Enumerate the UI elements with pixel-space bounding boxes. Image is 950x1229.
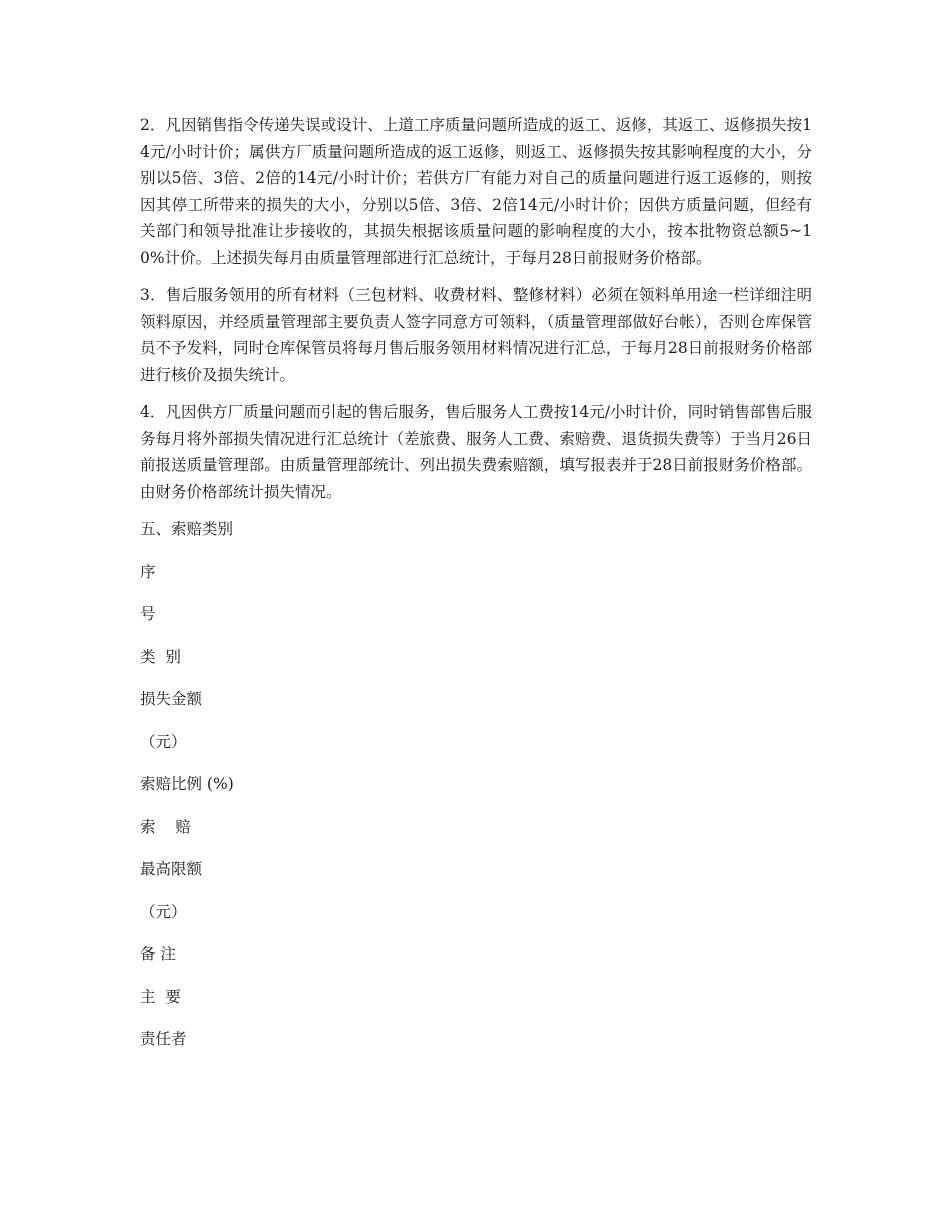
paragraph-item-4: 4．凡因供方厂质量问题而引起的售后服务，售后服务人工费按14元/小时计价，同时销售部售后服务每月将外部损失情况进行汇总统计（差旅费、服务人工费、索赔费、退货损失费等）于当月26日前报送质量管理部。由质量管理部统计、列出损失费索赔额，填写报表并于28日前报财务价格部。由财务价格部统计损失情况。 bbox=[140, 403, 812, 501]
table-header-main: 主 要 bbox=[140, 987, 181, 1006]
table-header-claim-ratio: 索赔比例 (%) bbox=[140, 775, 234, 793]
table-header-loss-amount-unit: （元） bbox=[140, 732, 187, 751]
section-heading-claim-categories: 五、索赔类别 bbox=[140, 520, 234, 538]
table-header-loss-amount: 损失金额 bbox=[140, 690, 203, 708]
table-header-serial-part1: 序 bbox=[140, 562, 156, 581]
table-header-category: 类 别 bbox=[140, 647, 181, 666]
table-header-remarks: 备 注 bbox=[140, 945, 176, 963]
document-page bbox=[140, 112, 812, 1069]
table-header-max-limit: 最高限额 bbox=[140, 860, 203, 878]
table-header-max-limit-unit: （元） bbox=[140, 902, 187, 921]
table-header-claim: 索 赔 bbox=[140, 817, 191, 836]
table-header-serial-part2: 号 bbox=[140, 605, 156, 623]
paragraph-item-2: 2．凡因销售指令传递失误或设计、上道工序质量问题所造成的返工、返修，其返工、返修损失按14元/小时计价；属供方厂质量问题所造成的返工返修，则返工、返修损失按其影响程度的大小，分别以5倍、3倍、2倍的14元/小时计价；若供方厂有能力对自己的质量问题进行返工返修的，则按因其停工所带来的损失的大小，分别以5倍、3倍、2倍14元/小时计价；因供方质量问题，但经有关部门和领导批准让步接收的，其损失根据该质量问题的影响程度的大小，按本批物资总额5~10%计价。上述损失每月由质量管理部进行汇总统计，于每月28日前报财务价格部。 bbox=[140, 116, 812, 267]
paragraph-item-3: 3．售后服务领用的所有材料（三包材料、收费材料、整修材料）必须在领料单用途一栏详细注明领料原因，并经质量管理部主要负责人签字同意方可领料，（质量管理部做好台帐），否则仓库保管员不予发料，同时仓库保管员将每月售后服务领用材料情况进行汇总，于每月28日前报财务价格部进行核价及损失统计。 bbox=[140, 286, 812, 384]
table-header-responsible: 责任者 bbox=[140, 1030, 187, 1048]
